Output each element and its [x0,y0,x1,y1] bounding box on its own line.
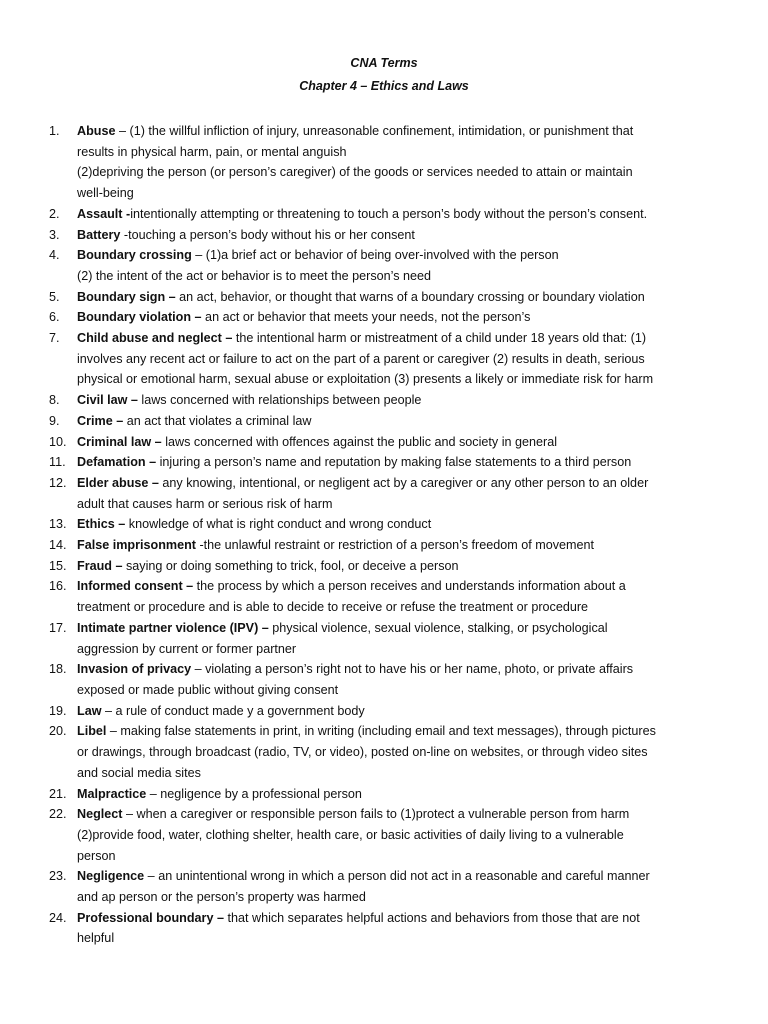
definition-text: an act or behavior that meets your needs, not the person’s [201,310,531,325]
item-number: 12. [49,475,67,490]
term-item [49,618,729,659]
term-name: Fraud – [77,558,123,573]
definition-line [77,162,729,183]
term-item [49,866,729,907]
definition-text: the intentional harm or mistreatment of a child under 18 years old that: (1) [232,331,647,346]
item-number: 14. [49,538,67,553]
term-item [49,556,729,577]
term-item [49,307,729,328]
definition-text: intentionally attempting or threatening to touch a person’s body without the person’s consent. [130,206,648,221]
definition-text: laws concerned with relationships between people [137,393,422,408]
term-name: Abuse [77,124,116,138]
definition-line [77,597,729,618]
term-name: Negligence [77,869,145,884]
definition-text: and ap person or the person’s property was harmed [77,890,366,905]
definition-line [77,204,729,225]
term-name: Boundary sign – [77,289,176,304]
term-item [49,225,729,246]
definition-line [77,618,729,639]
definition-text: physical or emotional harm, sexual abuse or exploitation (3) presents a likely or immediate risk for harm [77,372,654,387]
item-number: 23. [49,869,67,884]
definition-text: – (1) the willful infliction of injury, unreasonable confinement, intimidation, or punishment that [115,124,634,138]
definition-text: exposed or made public without giving consent [77,682,339,697]
item-number: 24. [49,910,67,925]
item-number: 9. [49,413,60,428]
definition-text: any knowing, intentional, or negligent act by a caregiver or any other person to an older [158,475,649,490]
definition-text: – violating a person’s right not to have his or her name, photo, or private affairs [191,662,634,677]
term-name: Boundary violation – [77,310,202,325]
term-name: False imprisonment [77,538,196,553]
definition-line [77,142,729,163]
definition-line [77,121,729,142]
term-name: Crime – [77,413,124,428]
item-number: 11. [49,455,66,470]
item-number: 16. [49,579,67,594]
definition-text: – negligence by a professional person [146,786,362,801]
definition-text: -touching a person’s body without his or her consent [120,227,415,242]
item-number: 19. [49,703,67,718]
term-item [49,390,729,411]
item-number: 3. [49,227,60,242]
definition-text: (2)depriving the person (or person’s caregiver) of the goods or services needed to attain or maintain [77,165,633,180]
definition-text: injuring a person’s name and reputation by making false statements to a third person [156,455,632,470]
term-item [49,514,729,535]
definition-line [77,680,729,701]
definition-text: aggression by current or former partner [77,641,297,656]
item-number: 10. [49,434,67,449]
term-name: Libel [77,724,107,739]
definition-text: the process by which a person receives and understands information about a [193,579,626,594]
term-item [49,721,729,783]
term-item [49,804,729,866]
term-name: Civil law – [77,393,138,408]
definition-text: treatment or procedure and is able to decide to receive or refuse the treatment or procedure [77,600,589,615]
definition-text: laws concerned with offences against the public and society in general [161,434,558,449]
term-name: Intimate partner violence (IPV) – [77,620,269,635]
definition-text: – (1)a brief act or behavior of being over-involved with the person [191,248,559,263]
item-number: 18. [49,662,67,677]
definition-line [77,225,729,246]
definition-line [77,928,729,949]
definition-line [77,846,729,867]
definition-text: results in physical harm, pain, or mental anguish [77,144,347,159]
term-item [49,121,729,204]
term-item [49,908,729,949]
definition-text: – an unintentional wrong in which a person did not act in a reasonable and careful manner [144,869,650,884]
definition-line [77,514,729,535]
definition-line [77,825,729,846]
term-name: Child abuse and neglect – [77,331,233,346]
definition-text: – a rule of conduct made y a government body [101,703,365,718]
item-number: 4. [49,248,60,263]
definition-line [77,887,729,908]
definition-line [77,639,729,660]
term-name: Neglect [77,807,123,822]
definition-text: an act that violates a criminal law [123,413,312,428]
definition-text: – making false statements in print, in writing (including email and text messages), through pictures [106,724,656,739]
definition-line [77,411,729,432]
definition-line [77,908,729,929]
term-name: Invasion of privacy [77,662,192,677]
item-number: 22. [49,807,67,822]
definition-text: that which separates helpful actions and behaviors from those that are not [223,910,640,925]
item-number: 6. [49,310,60,325]
definition-text: -the unlawful restraint or restriction of a person’s freedom of movement [195,538,595,553]
definition-line [77,473,729,494]
term-name: Elder abuse – [77,475,159,490]
term-item [49,411,729,432]
definition-line [77,349,729,370]
term-name: Malpractice [77,786,147,801]
definition-text: (2)provide food, water, clothing shelter, health care, or basic activities of daily living to a vulnerable [77,827,624,842]
term-item [49,576,729,617]
item-number: 13. [49,517,67,532]
definition-line [77,576,729,597]
definition-text: physical violence, sexual violence, stalking, or psychological [268,620,608,635]
item-number: 1. [49,124,60,138]
term-item [49,473,729,514]
definition-text: adult that causes harm or serious risk of harm [77,496,333,511]
definition-line [77,307,729,328]
definition-text: saying or doing something to trick, fool, or deceive a person [122,558,459,573]
document-subtitle: Chapter 4 – Ethics and Laws [299,79,469,93]
term-item [49,701,729,722]
term-item [49,328,729,390]
definition-text: well-being [77,186,134,201]
definition-line [77,556,729,577]
definition-text: an act, behavior, or thought that warns of a boundary crossing or boundary violation [175,289,645,304]
term-name: Criminal law – [77,434,162,449]
term-name: Assault - [77,206,131,221]
definition-text: or drawings, through broadcast (radio, TV, or video), posted on-line on websites, or through video sites [77,745,648,760]
term-item [49,245,729,286]
term-name: Boundary crossing [77,248,192,263]
definition-text: involves any recent act or failure to act on the part of a parent or caregiver (2) results in death, serious [77,351,645,366]
item-number: 20. [49,724,67,739]
item-number: 2. [49,206,60,221]
definition-text: and social media sites [77,765,201,780]
definition-line [77,245,729,266]
definition-line [77,784,729,805]
term-item [49,535,729,556]
definition-line [77,432,729,453]
term-name: Defamation – [77,455,157,470]
term-name: Professional boundary – [77,910,224,925]
term-name: Ethics – [77,517,126,532]
definition-line [77,721,729,742]
definition-text: helpful [77,931,115,946]
definition-line [77,804,729,825]
item-number: 17. [49,620,67,635]
definition-line [77,452,729,473]
term-name: Law [77,703,102,718]
definition-line [77,390,729,411]
term-item [49,784,729,805]
item-number: 5. [49,289,60,304]
item-number: 8. [49,393,60,408]
definition-line [77,328,729,349]
definition-text: (2) the intent of the act or behavior is to meet the person’s need [77,268,432,283]
document-title: CNA Terms [350,56,418,70]
term-item [49,287,729,308]
definition-line [77,287,729,308]
item-number: 21. [49,786,67,801]
definition-line [77,701,729,722]
definition-line [77,369,729,390]
definition-line [77,183,729,204]
item-number: 7. [49,331,60,346]
item-number: 15. [49,558,67,573]
term-name: Informed consent – [77,579,194,594]
definition-text: person [77,848,116,863]
term-item [49,204,729,225]
definition-line [77,742,729,763]
definition-line [77,494,729,515]
definition-text: – when a caregiver or responsible person fails to (1)protect a vulnerable person from harm [122,807,630,822]
definition-line [77,659,729,680]
definition-line [77,535,729,556]
terms-list [49,121,729,949]
definition-line [77,866,729,887]
term-name: Battery [77,227,121,242]
term-item [49,659,729,700]
definition-line [77,266,729,287]
term-item [49,452,729,473]
term-item [49,432,729,453]
definition-text: knowledge of what is right conduct and wrong conduct [125,517,432,532]
definition-line [77,763,729,784]
